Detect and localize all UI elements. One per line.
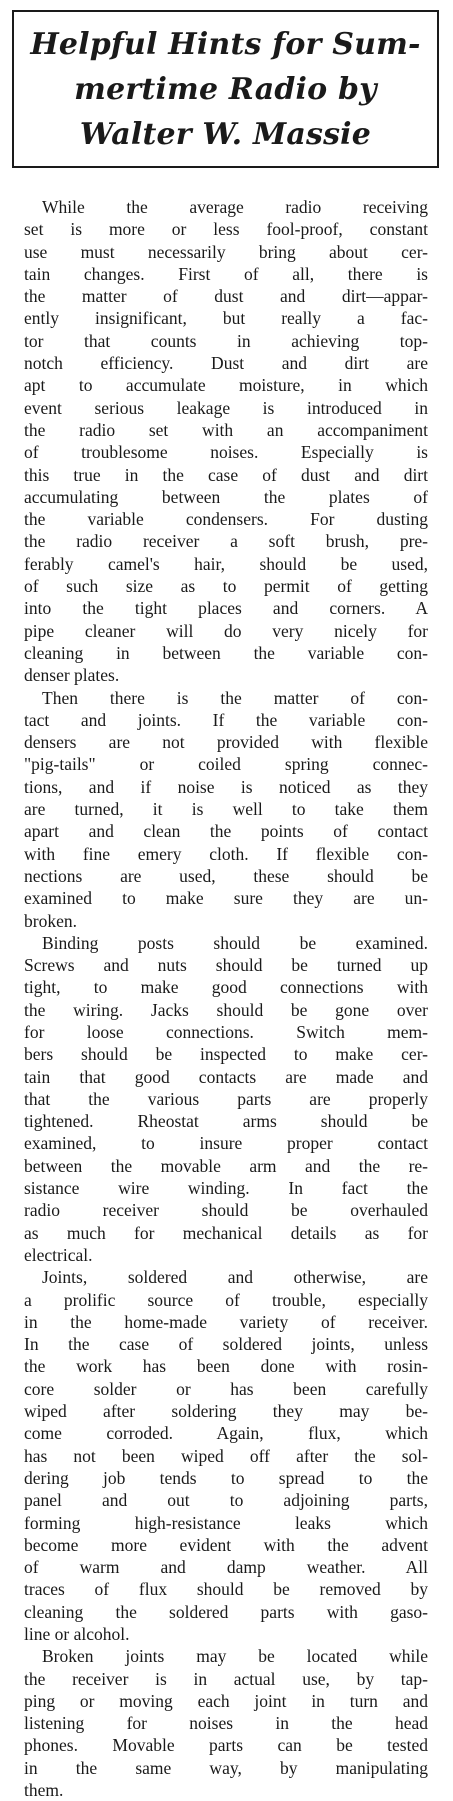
article-line: dering job tends to spread to the xyxy=(24,1467,428,1488)
article-line: are turned, it is well to take them xyxy=(24,799,428,820)
article-line: sistance wire winding. In fact the xyxy=(24,1178,428,1199)
article-paragraph xyxy=(24,687,428,932)
article-line: use must necessarily bring about cer- xyxy=(24,241,428,262)
article-line: in the same way, by manipulating xyxy=(24,1757,428,1778)
article-line: nections are used, these should be xyxy=(24,865,428,886)
article-line: the work has been done with rosin- xyxy=(24,1356,428,1377)
article-line: tor that counts in achieving top- xyxy=(24,330,428,351)
article-line: that the various parts are properly xyxy=(24,1088,428,1109)
article-line: tact and joints. If the variable con- xyxy=(24,709,428,730)
article-line: the matter of dust and dirt—appar- xyxy=(24,286,428,307)
article-line: denser plates. xyxy=(24,665,120,686)
article-line: wiped after soldering they may be- xyxy=(24,1401,428,1422)
article-line: a prolific source of trouble, especially xyxy=(24,1289,428,1310)
article-line: the receiver is in actual use, by tap- xyxy=(24,1668,428,1689)
article-line: Joints, soldered and otherwise, are xyxy=(42,1267,428,1288)
article-line: Then there is the matter of con- xyxy=(42,687,428,708)
article-line: ping or moving each joint in turn and xyxy=(24,1690,428,1711)
article-line: forming high-resistance leaks which xyxy=(24,1512,428,1533)
article-line: come corroded. Again, flux, which xyxy=(24,1423,428,1444)
article-line: examined, to insure proper contact xyxy=(24,1133,428,1154)
article-line: set is more or less fool-proof, constant xyxy=(24,219,428,240)
article-line: the radio set with an accompaniment xyxy=(24,419,428,440)
article-line: them. xyxy=(24,1780,64,1801)
article-paragraph xyxy=(24,1266,428,1645)
article-line: event serious leakage is introduced in xyxy=(24,397,428,418)
article-line: into the tight places and corners. A xyxy=(24,598,428,619)
article-line: cleaning in between the variable con- xyxy=(24,642,428,663)
article-line: of troublesome noises. Especially is xyxy=(24,442,428,463)
article-line: of warm and damp weather. All xyxy=(24,1557,428,1578)
article-line: ferably camel's hair, should be used, xyxy=(24,553,428,574)
article-paragraph xyxy=(24,932,428,1266)
article-line: tain that good contacts are made and xyxy=(24,1066,428,1087)
article-line: tightened. Rheostat arms should be xyxy=(24,1111,428,1132)
headline-box xyxy=(12,10,439,168)
article-line: tain changes. First of all, there is xyxy=(24,263,428,284)
article-line: densers are not provided with flexible xyxy=(24,732,428,753)
article-line: While the average radio receiving xyxy=(42,197,428,217)
article-line: as much for mechanical details as for xyxy=(24,1222,428,1243)
article-line: Broken joints may be located while xyxy=(42,1646,428,1667)
article-line: listening for noises in the head xyxy=(24,1713,428,1734)
article-line: the variable condensers. For dusting xyxy=(24,509,428,530)
article-paragraph xyxy=(24,1645,428,1801)
article-line: panel and out to adjoining parts, xyxy=(24,1490,428,1511)
article-line: electrical. xyxy=(24,1244,93,1265)
article-body xyxy=(24,196,428,1801)
article-line: has not been wiped off after the sol- xyxy=(24,1445,428,1466)
article-line: apt to accumulate moisture, in which xyxy=(24,375,428,396)
article-line: notch efficiency. Dust and dirt are xyxy=(24,353,428,374)
article-line: In the case of soldered joints, unless xyxy=(24,1334,428,1355)
article-line: tight, to make good connections with xyxy=(24,977,428,998)
article-line: "pig-tails" or coiled spring connec- xyxy=(24,754,428,775)
headline-line-2: mertime Radio by xyxy=(74,71,377,107)
article-line: tions, and if noise is noticed as they xyxy=(24,776,428,797)
article-line: Screws and nuts should be turned up xyxy=(24,955,428,976)
article-line: between the movable arm and the re- xyxy=(24,1155,428,1176)
article-line: examined to make sure they are un- xyxy=(24,888,428,909)
headline-line-3: Walter W. Massie xyxy=(79,116,372,152)
article-line: radio receiver should be overhauled xyxy=(24,1200,428,1221)
article-line: apart and clean the points of contact xyxy=(24,821,428,842)
article-line: core solder or has been carefully xyxy=(24,1378,428,1399)
article-line: in the home-made variety of receiver. xyxy=(24,1311,428,1332)
article-line: of such size as to permit of getting xyxy=(24,576,428,597)
article-line: the radio receiver a soft brush, pre- xyxy=(24,531,428,552)
article-line: Binding posts should be examined. xyxy=(42,932,428,953)
article-paragraph xyxy=(24,196,428,687)
article-line: line or alcohol. xyxy=(24,1624,130,1644)
article-line: bers should be inspected to make cer- xyxy=(24,1044,428,1065)
article-line: phones. Movable parts can be tested xyxy=(24,1735,428,1756)
article-line: for loose connections. Switch mem- xyxy=(24,1021,428,1042)
article-line: this true in the case of dust and dirt xyxy=(24,464,428,485)
article-line: accumulating between the plates of xyxy=(24,486,428,507)
article-line: the wiring. Jacks should be gone over xyxy=(24,999,428,1020)
article-line: with fine emery cloth. If flexible con- xyxy=(24,843,428,864)
article-line: become more evident with the advent xyxy=(24,1534,428,1555)
article-line: ently insignificant, but really a fac- xyxy=(24,308,428,329)
headline-line-1: Helpful Hints for Sum- xyxy=(30,26,421,62)
article-line: broken. xyxy=(24,910,77,931)
article-line: pipe cleaner will do very nicely for xyxy=(24,620,428,641)
article-line: cleaning the soldered parts with gaso- xyxy=(24,1601,428,1622)
article-line: traces of flux should be removed by xyxy=(24,1579,428,1600)
